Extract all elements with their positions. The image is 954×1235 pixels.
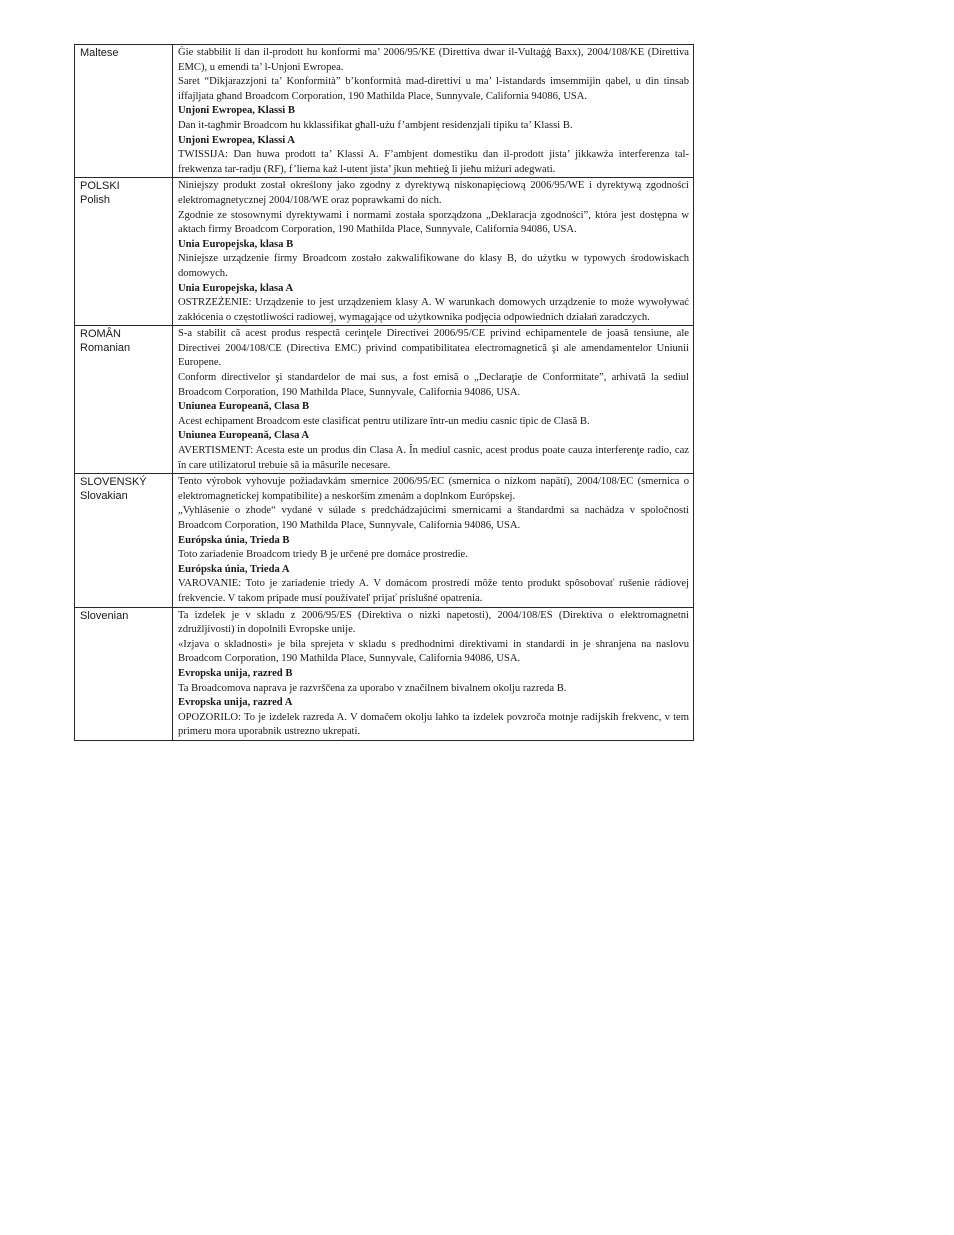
declaration-text-cell: [173, 326, 694, 474]
table-row: [75, 326, 694, 474]
paragraph: Ta izdelek je v skladu z 2006/95/ES (Direktiva o nizki napetosti), 2004/108/ES (Direktiva o elektromagnetni združljivosti) in dopolnili Evropske unije.: [178, 609, 689, 636]
class-heading: Unjoni Ewropea, Klassi B: [178, 105, 295, 117]
language-name: ROMÂN: [80, 328, 121, 341]
class-heading: Evropska unija, razred A: [178, 697, 293, 709]
table-row: [75, 607, 694, 740]
paragraph: Conform directivelor şi standardelor de mai sus, a fost emisă o „Declaraţie de Conformitate”, arhivată la sediul Broadcom Corporation, 190 Mathilda Place, Sunnyvale, California 94086, USA.: [178, 372, 689, 398]
table-row: [75, 45, 694, 178]
class-heading: Uniunea Europeană, Clasa B: [178, 401, 310, 413]
declaration-text-cell: [173, 45, 694, 178]
language-name-english: Romanian: [80, 342, 131, 355]
paragraph: „Vyhlásenie o zhode“ vydané v súlade s predchádzajúcimi smernicami a štandardmi sa nachádza v spoločnosti Broadcom Corporation, 190 Mathilda Place, Sunnyvale, California 94086, USA.: [178, 505, 689, 531]
class-heading: Unia Europejska, klasa B: [178, 238, 294, 250]
language-name-english: Slovakian: [80, 490, 128, 503]
class-heading: Európska únia, Trieda B: [178, 534, 290, 546]
paragraph: Toto zariadenie Broadcom triedy B je určené pre domáce prostredie.: [178, 549, 468, 561]
language-name: SLOVENSKÝ: [80, 476, 147, 489]
class-heading: Európska únia, Trieda A: [178, 563, 290, 575]
paragraph: Niniejsze urządzenie firmy Broadcom zostało zakwalifikowane do klasy B, do użytku w typowych środowiskach domowych.: [178, 253, 689, 279]
class-heading: Uniunea Europeană, Clasa A: [178, 430, 310, 442]
declaration-table-body: [75, 45, 694, 741]
paragraph: Ta Broadcomova naprava je razvrščena za uporabo v značilnem bivalnem okolju razreda B.: [178, 682, 567, 694]
declaration-text-cell: [173, 474, 694, 607]
warning-paragraph: OPOZORILO: To je izdelek razreda A. V domačem okolju lahko ta izdelek povzroča motnje radijskih frekvenc, v tem primeru mora uporabnik ustrezno ukrepati.: [178, 711, 689, 738]
warning-paragraph: AVERTISMENT: Acesta este un produs din Clasa A. În mediul casnic, acest produs poate cauza interferenţe radio, caz în care utilizatorul trebuie să ia măsurile necesare.: [178, 445, 689, 471]
language-name: Maltese: [80, 47, 119, 59]
language-cell: [75, 607, 173, 740]
paragraph: «Izjava o skladnosti» je bila sprejeta v skladu s predhodnimi direktivami in standardi in je shranjena na naslovu Broadcom Corporation, 190 Mathilda Place, Sunnyvale, California 94086, USA.: [178, 638, 689, 665]
language-cell: [75, 45, 173, 178]
declaration-table: [74, 44, 694, 741]
paragraph: Niniejszy produkt został określony jako zgodny z dyrektywą niskonapięciową 2006/95/WE i dyrektywą zgodności elektromagnetycznej 2004/108/WE oraz poprawkami do nich.: [178, 180, 689, 206]
language-name: Slovenian: [80, 609, 129, 622]
warning-paragraph: VAROVANIE: Toto je zariadenie triedy A. V domácom prostredí môže tento produkt spôsobovať rušenie rádiovej frekvencie. V takom prípade musí používateľ prijať príslušné opatrenia.: [178, 578, 689, 604]
language-cell: [75, 474, 173, 607]
table-row: [75, 178, 694, 326]
warning-paragraph: TWISSIJA: Dan huwa prodott ta’ Klassi A. F’ambjent domestiku dan il-prodott jista’ jikkawża interferenza tal-frekwenza tar-radju (RF), f’liema każ l-utent jista’ jkun meħtieġ li jieħu miżuri adegwati.: [178, 149, 689, 175]
paragraph: Dan it-tagħmir Broadcom hu kklassifikat għall-użu f’ambjent residenzjali tipiku ta’ Klassi B.: [178, 119, 573, 131]
table-row: [75, 474, 694, 607]
language-cell: [75, 178, 173, 326]
language-name: POLSKI: [80, 180, 120, 193]
warning-paragraph: OSTRZEŻENIE: Urządzenie to jest urządzeniem klasy A. W warunkach domowych urządzenie to może wywoływać zakłócenia o częstotliwości radiowej, wymagające od użytkownika podjęcia odpowiednich działań zaradczych.: [178, 297, 689, 323]
class-heading: Unjoni Ewropea, Klassi A: [178, 134, 295, 146]
paragraph: Ġie stabbilit li dan il-prodott hu konformi ma’ 2006/95/KE (Direttiva dwar il-Vultaġġ Baxx), 2004/108/KE (Direttiva EMC), u emendi ta’ l-Unjoni Ewropea.: [178, 47, 689, 73]
class-heading: Unia Europejska, klasa A: [178, 282, 294, 294]
paragraph: Zgodnie ze stosownymi dyrektywami i normami została sporządzona „Deklaracja zgodności”, która jest dostępna w aktach firmy Broadcom Corporation, 190 Mathilda Place, Sunnyvale, California 94086, USA.: [178, 209, 689, 236]
declaration-text-cell: [173, 607, 694, 740]
language-name-english: Polish: [80, 194, 110, 207]
paragraph: S-a stabilit că acest produs respectă cerinţele Directivei 2006/95/CE privind echipamentele de joasă tensiune, ale Directivei 2004/108/CE (Directiva EMC) privind compatibilitatea electromagnetică şi ale amendamentelor Uniunii Europene.: [178, 328, 689, 369]
class-heading: Evropska unija, razred B: [178, 667, 293, 679]
paragraph: Tento výrobok vyhovuje požiadavkám smernice 2006/95/EC (smernica o nízkom napätí), 2004/108/EC (smernica o elektromagnetickej kompatibilite) a neskorším zmenám a doplnkom Európskej.: [178, 476, 689, 502]
paragraph: Acest echipament Broadcom este clasificat pentru utilizare într-un mediu casnic tipic de Clasă B.: [178, 415, 590, 427]
declaration-text-cell: [173, 178, 694, 326]
language-cell: [75, 326, 173, 474]
paragraph: Saret “Dikjarazzjoni ta’ Konformità” b’konformità mad-direttivi u ma’ l-istandards imsemmijin qabel, u din tinsab iffajljata għand Broadcom Corporation, 190 Mathilda Place, Sunnyvale, California 94086, USA.: [178, 76, 689, 102]
